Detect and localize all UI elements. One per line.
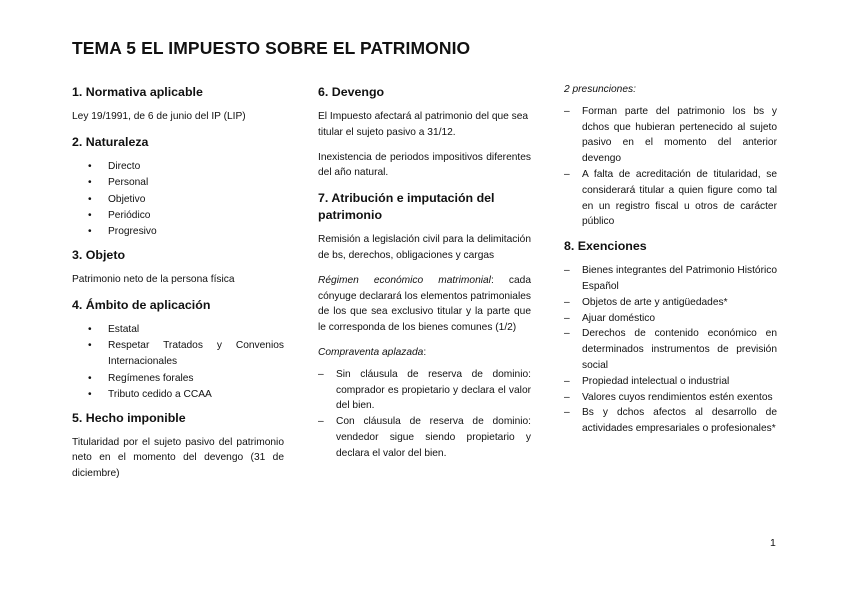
list-item: – A falta de acreditación de titularidad, se considerará titular a quien figure como tal en un registro fiscal u otros de carácter público	[582, 167, 777, 230]
list-item: – Bs y dchos afectos al desarrollo de actividades empresariales o profesionales*	[582, 405, 777, 437]
presunciones-colon: :	[633, 84, 636, 95]
page-number: 1	[770, 537, 776, 549]
presunciones-paragraph	[564, 82, 777, 98]
section-heading-ambito: 4. Ámbito de aplicación	[72, 297, 211, 312]
list-item: • Progresivo	[108, 224, 284, 240]
atribucion-text: Remisión a legislación civil para la delimitación de bs, derechos, obligaciones y cargas	[318, 234, 531, 261]
list-item: – Bienes integrantes del Patrimonio Histórico Español	[582, 263, 777, 295]
hecho-imponible-text: Titularidad por el sujeto pasivo del patrimonio neto en el momento del devengo (31 de diciembre)	[72, 436, 284, 480]
presunciones-label: 2 presunciones	[564, 84, 634, 95]
naturaleza-list	[72, 159, 284, 241]
section-heading-normativa: 1. Normativa aplicable	[72, 85, 203, 99]
list-item: • Objetivo	[108, 192, 284, 208]
ambito-list	[72, 322, 284, 404]
section-heading-exenciones: 8. Exenciones	[564, 239, 647, 254]
list-item: • Respetar Tratados y Convenios Internacionales	[108, 338, 284, 371]
list-item: • Tributo cedido a CCAA	[108, 387, 284, 403]
devengo-text-2: Inexistencia de periodos impositivos diferentes del año natural.	[318, 151, 531, 179]
list-item: • Personal	[108, 175, 284, 191]
list-item: • Periódico	[108, 208, 284, 224]
list-item: • Directo	[108, 159, 284, 175]
compraventa-list	[318, 367, 531, 462]
objeto-text: Patrimonio neto de la persona física	[72, 273, 235, 285]
section-heading-hecho-imponible: 5. Hecho imponible	[72, 410, 186, 425]
list-item: • Regímenes forales	[108, 371, 284, 387]
regimen-label: Régimen económico matrimonial	[318, 274, 491, 286]
compraventa-label: Compraventa aplazada	[318, 346, 424, 358]
section-heading-atribucion: 7. Atribución e imputación del patrimonio	[318, 191, 495, 223]
section-heading-naturaleza: 2. Naturaleza	[72, 134, 149, 149]
page-title: TEMA 5 EL IMPUESTO SOBRE EL PATRIMONIO	[72, 38, 471, 58]
section-heading-objeto: 3. Objeto	[72, 247, 126, 262]
exenciones-list	[564, 263, 777, 437]
list-item: – Forman parte del patrimonio los bs y dchos que hubieran pertenecido al sujeto pasivo en el momento del anterior devengo	[582, 104, 777, 167]
list-item: – Ajuar doméstico	[582, 311, 777, 327]
list-item: • Estatal	[108, 322, 284, 338]
list-item: – Con cláusula de reserva de dominio: vendedor sigue siendo propietario y declara el valor del bien.	[336, 414, 531, 461]
list-item: – Valores cuyos rendimientos estén exentos	[582, 390, 777, 406]
regimen-text: : cada cónyuge declarará los elementos patrimoniales de los que sea exclusivo titular y la parte que le corresponda de los bienes comunes (1/2)	[318, 274, 531, 334]
normativa-text: Ley 19/1991, de 6 de junio del IP (LIP)	[72, 111, 246, 122]
devengo-text-1: El Impuesto afectará al patrimonio del que sea titular el sujeto pasivo a 31/12.	[318, 111, 529, 138]
column-3	[564, 82, 777, 445]
list-item: – Sin cláusula de reserva de dominio: comprador es propietario y declara el valor del bien.	[336, 367, 531, 414]
regimen-paragraph	[318, 273, 531, 336]
presunciones-list	[564, 104, 777, 230]
section-heading-devengo: 6. Devengo	[318, 85, 385, 99]
list-item: – Propiedad intelectual o industrial	[582, 374, 777, 390]
list-item: – Derechos de contenido económico en determinados instrumentos de previsión social	[582, 326, 777, 373]
column-2	[318, 84, 531, 470]
list-item: – Objetos de arte y antigüedades*	[582, 295, 777, 311]
compraventa-colon: :	[423, 346, 427, 358]
compraventa-paragraph	[318, 345, 531, 361]
column-1	[72, 84, 284, 491]
